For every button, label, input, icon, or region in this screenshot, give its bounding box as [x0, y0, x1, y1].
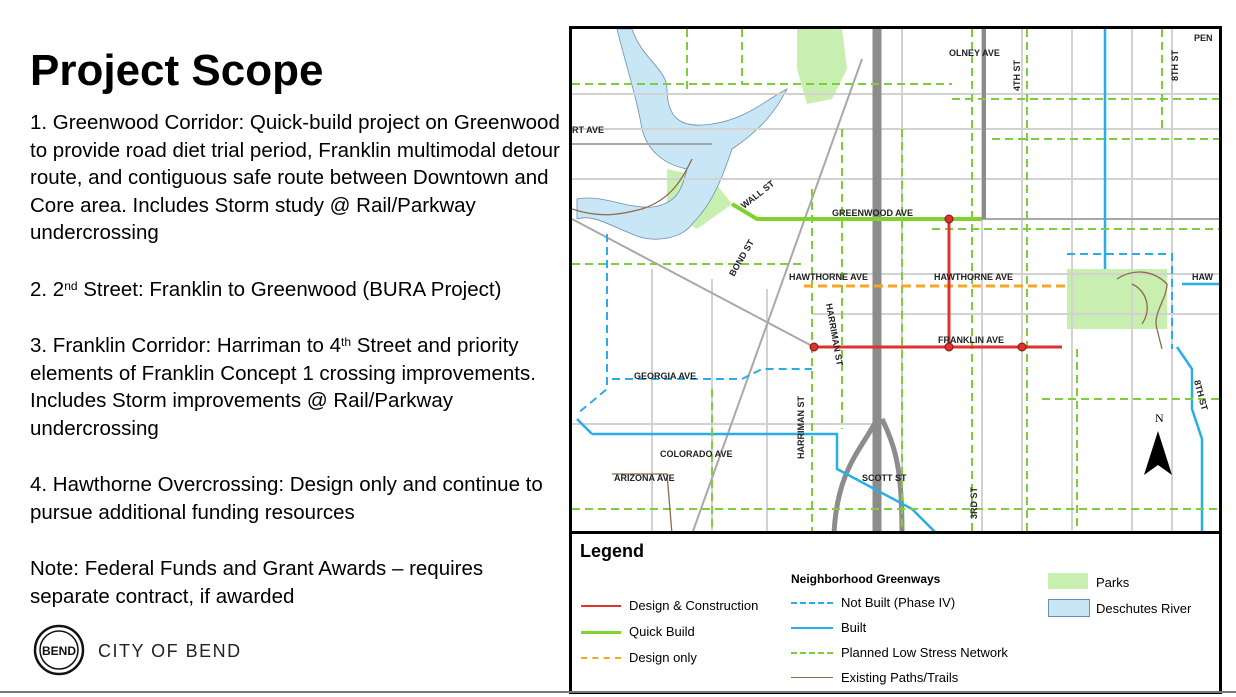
label-hawthorne-e: HAWTHORNE AVE: [934, 272, 1014, 282]
legend-design-construction: Design & Construction: [629, 598, 759, 613]
legend-title: Legend: [580, 541, 645, 561]
label-hawthorne-w: HAWTHORNE AVE: [789, 272, 869, 282]
scope-item-franklin: 3. Franklin Corridor: Harriman to 4th Street and priority elements of Franklin Concept 1 crossing improvements. Includes Storm improvements @ Rail/Parkway undercrossing: [30, 334, 536, 440]
scope-item-greenwood: 1. Greenwood Corridor: Quick-build project on Greenwood to provide road diet trial period, Franklin multimodal detour route, and contiguous safe route between Downtown and Core area. Includes Storm study @ Rail/Parkway undercrossing: [30, 111, 560, 244]
page-title: Project Scope: [30, 46, 324, 95]
park-area: [1067, 269, 1167, 329]
scope-item-hawthorne: 4. Hawthorne Overcrossing: Design only and continue to pursue additional funding resources: [30, 473, 543, 524]
svg-text:BEND: BEND: [41, 644, 77, 658]
label-pen: PEN: [1194, 33, 1213, 43]
project-map: [569, 26, 1222, 537]
scope-note: Note: Federal Funds and Grant Awards – requires separate contract, if awarded: [30, 557, 484, 608]
label-olney: OLNEY AVE: [949, 48, 1000, 58]
legend-planned-swatch: [791, 652, 833, 654]
legend-river-swatch: [1048, 599, 1090, 617]
legend-parks-swatch: [1048, 573, 1088, 589]
label-harriman-top: HARRIMAN ST: [824, 302, 845, 367]
label-8th-bottom: 8TH ST: [1192, 378, 1210, 412]
legend-parks: Parks: [1096, 575, 1130, 590]
label-rt-ave: RT AVE: [572, 125, 605, 135]
legend-built-swatch: [791, 627, 833, 629]
legend-design-construction-swatch: [581, 605, 621, 607]
legend-river: Deschutes River: [1096, 601, 1192, 616]
label-georgia: GEORGIA AVE: [634, 371, 697, 381]
label-haw: HAW: [1192, 272, 1213, 282]
label-3rd: 3RD ST: [969, 486, 979, 519]
label-4th-top: 4TH ST: [1012, 59, 1022, 91]
river: [577, 29, 787, 239]
scope-item-second-street: 2. 2nd Street: Franklin to Greenwood (BURA Project): [30, 278, 502, 301]
legend-planned: Planned Low Stress Network: [841, 645, 1008, 660]
legend-design-only-swatch: [581, 657, 621, 659]
legend-paths: Existing Paths/Trails: [841, 670, 959, 685]
legend-built: Built: [841, 620, 867, 635]
city-logo-emblem: [33, 624, 85, 676]
park-area: [797, 29, 847, 104]
north-arrow-icon: [1144, 431, 1172, 475]
legend-quick-build-swatch: [581, 631, 621, 634]
label-harriman-bottom: HARRIMAN ST: [796, 396, 806, 459]
label-greenwood: GREENWOOD AVE: [832, 208, 914, 218]
label-bond: BOND ST: [727, 237, 756, 278]
legend-greenways-header: Neighborhood Greenways: [791, 572, 941, 586]
legend-not-built-swatch: [791, 602, 833, 604]
legend-design-only: Design only: [629, 650, 697, 665]
map-legend: [569, 531, 1222, 694]
footer-divider: [0, 691, 1236, 693]
legend-not-built: Not Built (Phase IV): [841, 595, 956, 610]
north-label: N: [1155, 411, 1164, 425]
label-franklin: FRANKLIN AVE: [938, 335, 1004, 345]
label-wall: WALL ST: [739, 178, 777, 211]
legend-quick-build: Quick Build: [629, 624, 695, 639]
map-canvas: [572, 29, 1219, 534]
label-8th-top: 8TH ST: [1170, 49, 1180, 81]
label-colorado: COLORADO AVE: [660, 449, 733, 459]
legend-paths-swatch: [791, 677, 833, 678]
city-logo-text: CITY OF BEND: [98, 641, 242, 661]
label-arizona: ARIZONA AVE: [614, 473, 675, 483]
label-scott: SCOTT ST: [862, 473, 907, 483]
